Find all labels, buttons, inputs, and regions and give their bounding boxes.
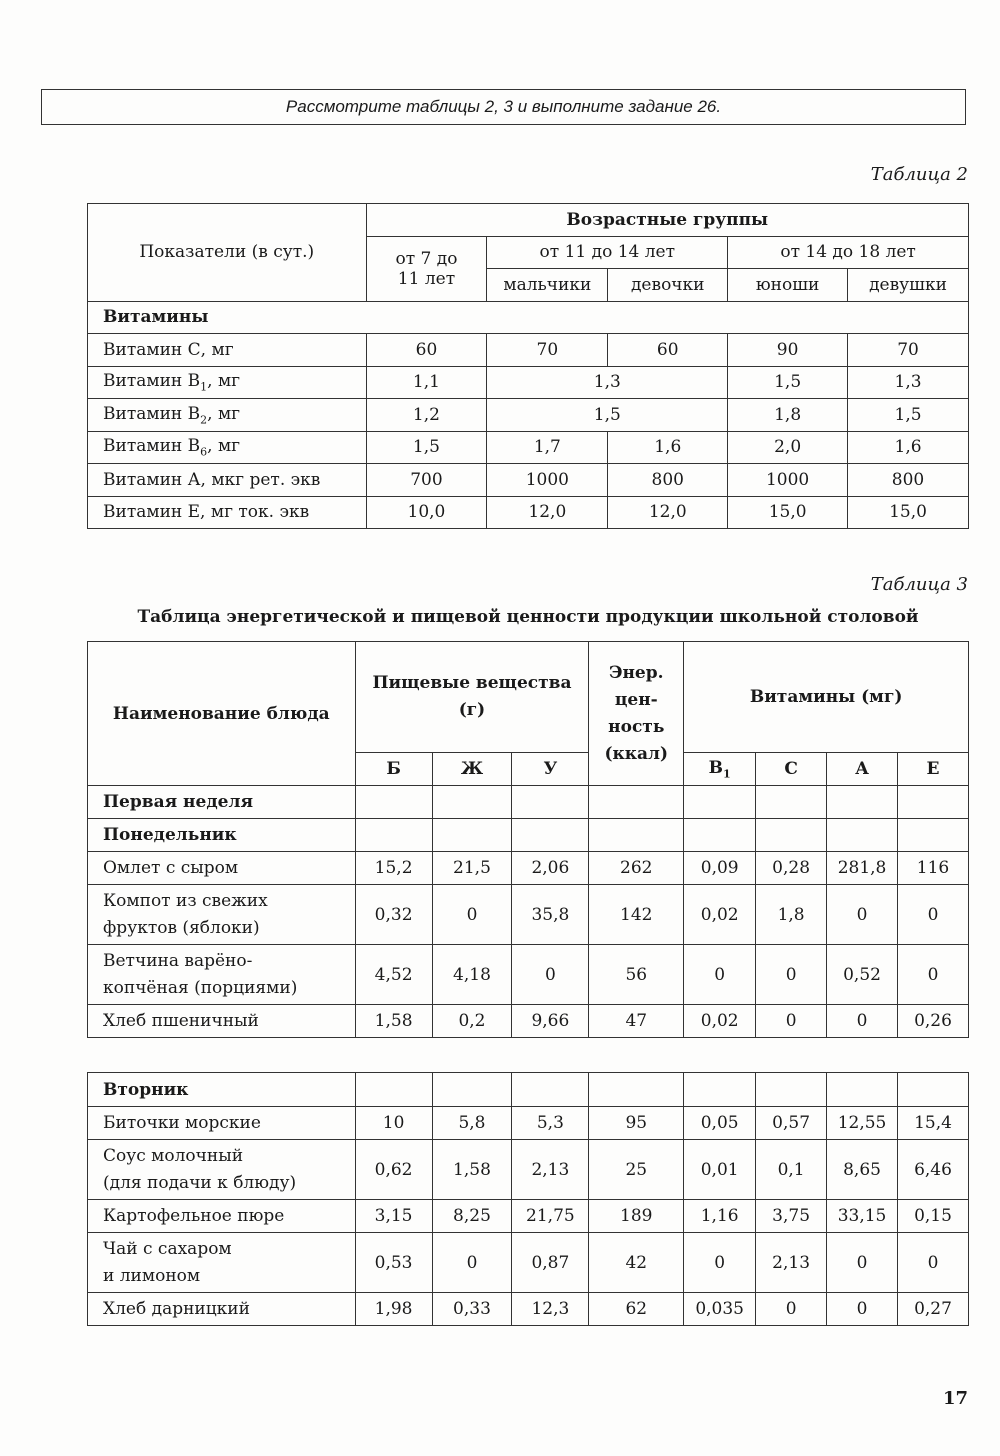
cell: 15,0	[728, 496, 848, 529]
cell-c: 0	[756, 1293, 827, 1326]
tuesday-rows	[88, 1107, 969, 1326]
cell: 1000	[487, 464, 608, 497]
cell	[684, 786, 756, 819]
dish-name-line1: Компот из свежих	[103, 890, 268, 911]
cell-c: 0	[756, 1005, 827, 1038]
cell-kcal: 142	[589, 885, 684, 945]
cell-b1: 0,02	[684, 1005, 756, 1038]
cell: 800	[848, 464, 969, 497]
cell-b: 1,98	[355, 1293, 432, 1326]
cell-e: 15,4	[898, 1107, 969, 1140]
cell-c: 0	[756, 945, 827, 1005]
table-row	[88, 399, 969, 432]
cell	[355, 819, 432, 852]
cell-u: 35,8	[512, 885, 589, 945]
cell-c: 0,57	[756, 1107, 827, 1140]
boys-header: мальчики	[487, 269, 608, 302]
instruction-text: Рассмотрите таблицы 2, 3 и выполните задание 26.	[285, 97, 722, 116]
row-label-unit: , мг	[207, 371, 241, 392]
protein-header: Б	[355, 753, 432, 786]
table-row	[88, 1293, 969, 1326]
cell-zh: 0,33	[432, 1293, 512, 1326]
table-row	[88, 852, 969, 885]
cell-e: 0,15	[898, 1200, 969, 1233]
dish-name-line2: и лимоном	[103, 1265, 201, 1286]
cell: 10,0	[366, 496, 487, 529]
row-label-text: Витамин В	[103, 436, 201, 457]
group-7-11-header: от 7 до 11 лет	[366, 236, 487, 301]
row-label	[88, 366, 367, 399]
cell-b: 3,15	[355, 1200, 432, 1233]
cell	[827, 786, 898, 819]
cell: 1,5	[728, 366, 848, 399]
cell-b1: 1,16	[684, 1200, 756, 1233]
dish-header: Наименование блюда	[88, 642, 356, 786]
table-row	[88, 1107, 969, 1140]
table-row	[88, 1233, 969, 1293]
dish-name-line1: Хлеб пшеничный	[103, 1011, 259, 1031]
row-label	[88, 431, 367, 464]
cell	[355, 786, 432, 819]
energy-header	[589, 642, 684, 786]
dish-name-line1: Биточки морские	[103, 1113, 261, 1133]
dish-name	[88, 885, 356, 945]
vitamin-b1-letter: В	[708, 757, 724, 778]
cell-b: 0,53	[355, 1233, 432, 1293]
table-row	[88, 366, 969, 399]
cell: 70	[848, 334, 969, 367]
dish-name	[88, 1107, 356, 1140]
vitamin-e-header: Е	[898, 753, 969, 786]
dish-name	[88, 1140, 356, 1200]
age-groups-header: Возрастные группы	[366, 204, 968, 237]
dish-name	[88, 945, 356, 1005]
cell-b1: 0,02	[684, 885, 756, 945]
cell: 1,5	[487, 399, 728, 432]
cell: 1,1	[366, 366, 487, 399]
young-men-header: юноши	[728, 269, 848, 302]
carbs-header: У	[512, 753, 589, 786]
cell-a: 0	[827, 885, 898, 945]
cell-a: 281,8	[827, 852, 898, 885]
table-row	[88, 334, 969, 367]
girls-header: девочки	[608, 269, 728, 302]
table2-caption: Таблица 2	[870, 164, 968, 185]
cell	[589, 1073, 684, 1107]
cell-u: 2,06	[512, 852, 589, 885]
vitamin-c-header: С	[756, 753, 827, 786]
row-label: Витамин А, мкг рет. экв	[88, 464, 367, 497]
cell-zh: 5,8	[432, 1107, 512, 1140]
cell-b1: 0,035	[684, 1293, 756, 1326]
cell-kcal: 262	[589, 852, 684, 885]
cell	[589, 786, 684, 819]
table3-title: Таблица энергетической и пищевой ценности продукции школьной столовой	[137, 607, 919, 627]
cell-u: 9,66	[512, 1005, 589, 1038]
cell-a: 0,52	[827, 945, 898, 1005]
table-row	[88, 496, 969, 529]
cell-a: 33,15	[827, 1200, 898, 1233]
cell: 1,3	[848, 366, 969, 399]
cell-zh: 0,2	[432, 1005, 512, 1038]
cell: 12,0	[487, 496, 608, 529]
cell-u: 2,13	[512, 1140, 589, 1200]
cell-b: 4,52	[355, 945, 432, 1005]
cell	[512, 1073, 589, 1107]
vitamins-header: Витамины (мг)	[684, 642, 969, 753]
week-label: Первая неделя	[88, 786, 356, 819]
fat-header: Ж	[432, 753, 512, 786]
cell	[684, 819, 756, 852]
dish-name-line1: Чай с сахаром	[103, 1238, 232, 1259]
cell: 800	[608, 464, 728, 497]
table3-monday	[87, 641, 969, 1038]
dish-name-line1: Картофельное пюре	[103, 1206, 285, 1226]
cell-e: 0,27	[898, 1293, 969, 1326]
group-11-14-header: от 11 до 14 лет	[487, 236, 728, 269]
dish-name	[88, 852, 356, 885]
cell	[898, 819, 969, 852]
dish-name	[88, 1200, 356, 1233]
cell-u: 0,87	[512, 1233, 589, 1293]
cell-zh: 8,25	[432, 1200, 512, 1233]
cell: 1,2	[366, 399, 487, 432]
section-row	[88, 786, 969, 819]
row-label-sub: 6	[200, 445, 208, 459]
table-row	[88, 1140, 969, 1200]
cell	[355, 1073, 432, 1107]
cell-a: 12,55	[827, 1107, 898, 1140]
cell-u: 0	[512, 945, 589, 1005]
cell	[684, 1073, 756, 1107]
cell	[512, 819, 589, 852]
cell-zh: 1,58	[432, 1140, 512, 1200]
cell	[756, 786, 827, 819]
cell	[589, 819, 684, 852]
indicator-header: Показатели (в сут.)	[88, 204, 367, 302]
table-row	[88, 431, 969, 464]
row-label-sub: 1	[200, 380, 208, 394]
cell-zh: 0	[432, 1233, 512, 1293]
dish-name	[88, 1005, 356, 1038]
table2-vitamin-norms	[87, 203, 969, 529]
energy-header-line: ность	[608, 716, 665, 737]
cell-zh: 4,18	[432, 945, 512, 1005]
cell-c: 1,8	[756, 885, 827, 945]
cell-kcal: 25	[589, 1140, 684, 1200]
cell-c: 3,75	[756, 1200, 827, 1233]
table3-caption: Таблица 3	[870, 574, 968, 595]
dish-name-line1: Омлет с сыром	[103, 858, 239, 878]
row-label-text: Витамин В	[103, 371, 201, 392]
dish-name-line1: Соус молочный	[103, 1145, 244, 1166]
dish-name	[88, 1293, 356, 1326]
table-row	[88, 885, 969, 945]
energy-header-line: (ккал)	[604, 743, 669, 764]
cell-b1: 0	[684, 945, 756, 1005]
cell	[898, 1073, 969, 1107]
row-label	[88, 399, 367, 432]
section-row	[88, 819, 969, 852]
page-number: 17	[942, 1388, 968, 1409]
table3-tuesday	[87, 1072, 969, 1326]
cell-b1: 0	[684, 1233, 756, 1293]
vitamins-section: Витамины	[88, 301, 969, 334]
row-label-sub: 2	[200, 412, 208, 426]
cell-kcal: 56	[589, 945, 684, 1005]
row-label: Витамин Е, мг ток. экв	[88, 496, 367, 529]
cell-a: 8,65	[827, 1140, 898, 1200]
cell-a: 0	[827, 1005, 898, 1038]
cell	[432, 1073, 512, 1107]
cell-b: 15,2	[355, 852, 432, 885]
cell: 70	[487, 334, 608, 367]
cell-e: 0	[898, 885, 969, 945]
cell-kcal: 62	[589, 1293, 684, 1326]
cell-c: 0,28	[756, 852, 827, 885]
cell: 1,7	[487, 431, 608, 464]
energy-header-line: цен-	[614, 689, 658, 710]
cell: 1,8	[728, 399, 848, 432]
cell	[827, 1073, 898, 1107]
cell: 700	[366, 464, 487, 497]
cell-zh: 21,5	[432, 852, 512, 885]
cell-kcal: 47	[589, 1005, 684, 1038]
row-label-unit: , мг	[207, 403, 241, 424]
cell: 60	[608, 334, 728, 367]
cell-zh: 0	[432, 885, 512, 945]
cell: 60	[366, 334, 487, 367]
dish-name	[88, 1233, 356, 1293]
row-label-text: Витамин В	[103, 403, 201, 424]
cell	[432, 819, 512, 852]
cell-b: 1,58	[355, 1005, 432, 1038]
cell: 90	[728, 334, 848, 367]
cell-b: 0,32	[355, 885, 432, 945]
cell: 1,6	[848, 431, 969, 464]
section-row	[88, 1073, 969, 1107]
cell-kcal: 189	[589, 1200, 684, 1233]
cell-c: 2,13	[756, 1233, 827, 1293]
cell-e: 0	[898, 945, 969, 1005]
vitamin-b1-header	[684, 753, 756, 786]
table-row	[88, 464, 969, 497]
nutrients-header-line1: Пищевые вещества	[372, 673, 572, 693]
day-label: Вторник	[88, 1073, 356, 1107]
monday-rows	[88, 852, 969, 1038]
cell: 2,0	[728, 431, 848, 464]
cell	[898, 786, 969, 819]
day-label: Понедельник	[88, 819, 356, 852]
cell-e: 0	[898, 1233, 969, 1293]
energy-header-line: Энер.	[608, 662, 664, 683]
dish-name-line2: фруктов (яблоки)	[103, 917, 260, 938]
row-label-unit: , мг	[207, 436, 241, 457]
cell-kcal: 42	[589, 1233, 684, 1293]
nutrients-header	[355, 642, 589, 753]
group-14-18-header: от 14 до 18 лет	[728, 236, 969, 269]
table-row	[88, 1200, 969, 1233]
vitamin-b1-sub: 1	[723, 767, 731, 781]
cell-u: 12,3	[512, 1293, 589, 1326]
cell-a: 0	[827, 1233, 898, 1293]
cell: 1000	[728, 464, 848, 497]
table-row	[88, 1005, 969, 1038]
vitamin-a-header: А	[827, 753, 898, 786]
cell: 1,5	[848, 399, 969, 432]
cell	[432, 786, 512, 819]
cell-b: 0,62	[355, 1140, 432, 1200]
cell-e: 6,46	[898, 1140, 969, 1200]
cell-u: 5,3	[512, 1107, 589, 1140]
cell-b: 10	[355, 1107, 432, 1140]
dish-name-line2: (для подачи к блюду)	[103, 1172, 297, 1193]
cell-u: 21,75	[512, 1200, 589, 1233]
cell-kcal: 95	[589, 1107, 684, 1140]
nutrients-header-line2: (г)	[458, 700, 486, 720]
instruction-box	[41, 89, 966, 125]
cell: 1,5	[366, 431, 487, 464]
cell-a: 0	[827, 1293, 898, 1326]
cell-e: 0,26	[898, 1005, 969, 1038]
cell	[756, 1073, 827, 1107]
young-women-header: девушки	[848, 269, 969, 302]
cell-c: 0,1	[756, 1140, 827, 1200]
cell: 15,0	[848, 496, 969, 529]
dish-name-line1: Хлеб дарницкий	[103, 1299, 250, 1319]
cell: 1,6	[608, 431, 728, 464]
cell	[827, 819, 898, 852]
row-label: Витамин С, мг	[88, 334, 367, 367]
table-row	[88, 945, 969, 1005]
cell	[512, 786, 589, 819]
cell-b1: 0,01	[684, 1140, 756, 1200]
dish-name-line1: Ветчина варёно-	[103, 950, 253, 971]
cell-e: 116	[898, 852, 969, 885]
cell: 1,3	[487, 366, 728, 399]
cell: 12,0	[608, 496, 728, 529]
cell-b1: 0,05	[684, 1107, 756, 1140]
cell-b1: 0,09	[684, 852, 756, 885]
dish-name-line2: копчёная (порциями)	[103, 977, 298, 998]
cell	[756, 819, 827, 852]
